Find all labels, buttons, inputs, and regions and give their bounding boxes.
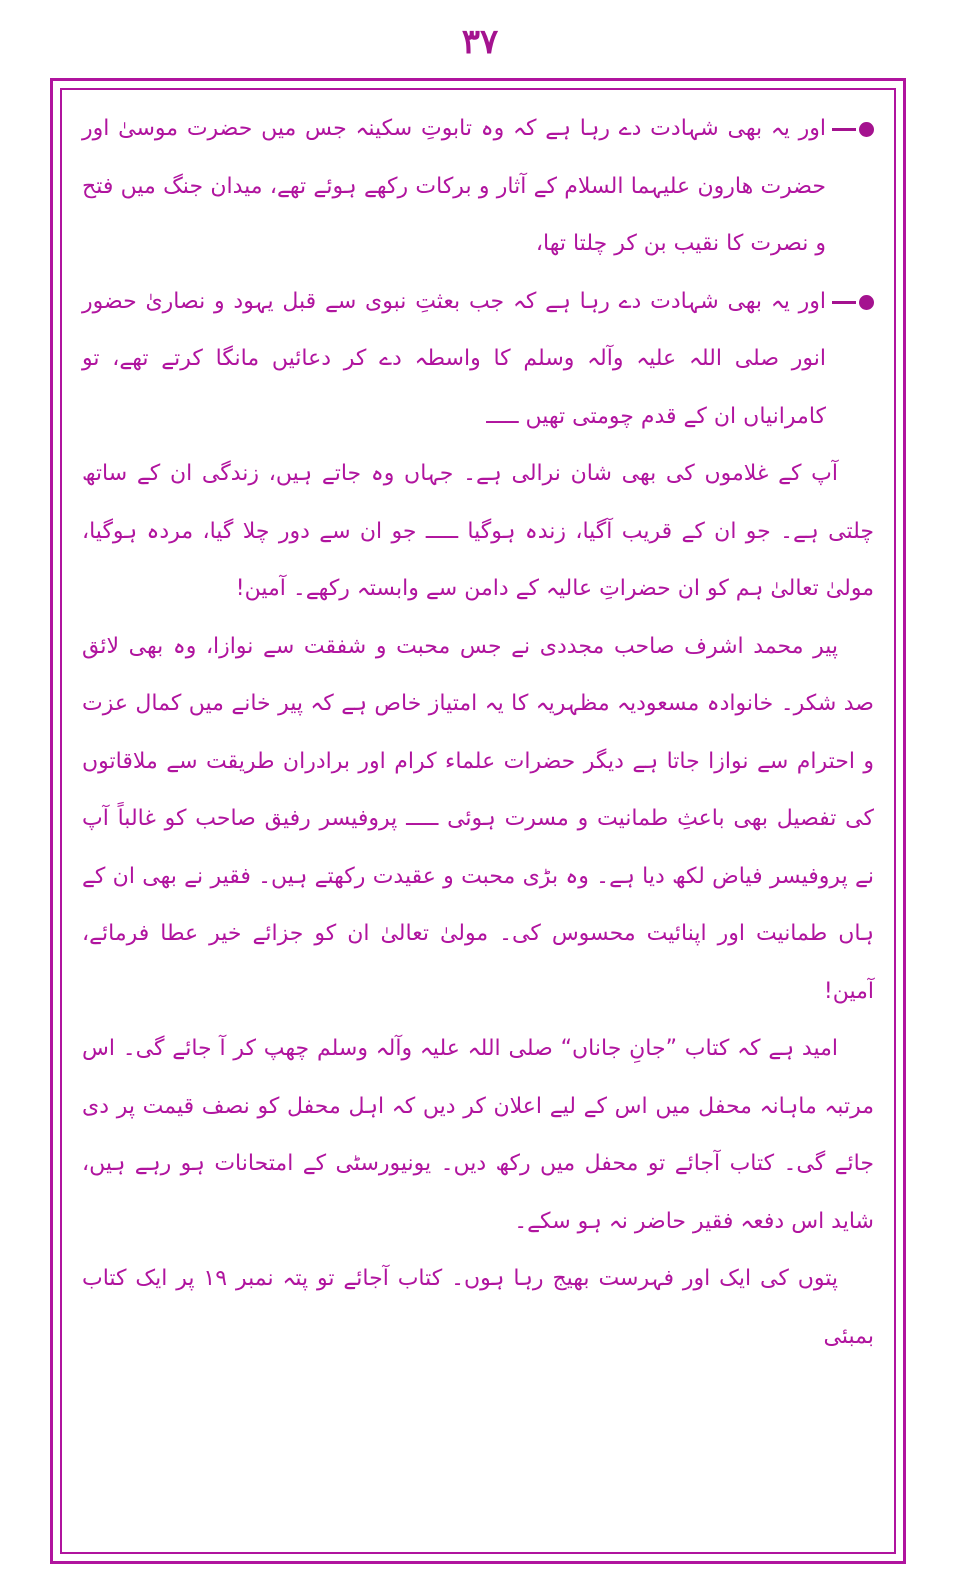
dash-icon [832,301,856,304]
bullet-icon [859,295,874,310]
dash-icon [832,128,856,131]
page-content [82,100,874,1540]
page-number: ۳۷ [461,22,499,62]
paragraph: پیر محمد اشرف صاحب مجددی نے جس محبت و شفقت سے نوازا، وہ بھی لائق صد شکر۔ خانوادہ مسعودیہ مظہریہ کا یہ امتیاز خاص ہے کہ پیر خانے میں کمال عزت و احترام سے نوازا جاتا ہے دیگر حضرات علماء کرام اور برادران طریقت سے ملاقاتوں کی تفصیل بھی باعثِ طمانیت و مسرت ہوئی ـــــ پروفیسر رفیق صاحب کو غالباً آپ نے پروفیسر فیاض لکھ دیا ہے۔ وہ بڑی محبت و عقیدت رکھتے ہیں۔ فقیر نے بھی ان کے ہاں طمانیت اور اپنائیت محسوس کی۔ مولیٰ تعالیٰ ان کو جزائے خیر عطا فرمائے، آمین! [82,633,874,1004]
bullet-paragraph [82,100,874,273]
paragraph: امید ہے کہ کتاب ”جانِ جاناں“ صلی اللہ علیہ وآلہ وسلم چھپ کر آ جائے گی۔ اس مرتبہ ماہانہ محفل میں اس کے لیے اعلان کر دیں کہ اہل محفل کو نصف قیمت پر دی جائے گی۔ کتاب آجائے تو محفل میں رکھ دیں۔ یونیورسٹی کے امتحانات ہو رہے ہیں، شاید اس دفعہ فقیر حاضر نہ ہو سکے۔ [82,1036,874,1234]
paragraph: آپ کے غلاموں کی بھی شان نرالی ہے۔ جہاں وہ جاتے ہیں، زندگی ان کے ساتھ چلتی ہے۔ جو ان کے قریب آگیا، زندہ ہوگیا ـــــ جو ان سے دور چلا گیا، مردہ ہوگیا، مولیٰ تعالیٰ ہم کو ان حضراتِ عالیہ کے دامن سے وابستہ رکھے۔ آمین! [82,461,874,601]
paragraph-text: اور یہ بھی شہادت دے رہا ہے کہ جب بعثتِ نبوی سے قبل یہود و نصاریٰ حضور انور صلی اللہ علیہ وآلہ وسلم کا واسطہ دے کر دعائیں مانگا کرتے تھے، تو کامرانیاں ان کے قدم چومتی تھیں ـــــ [82,288,826,429]
bullet-paragraph [82,273,874,446]
paragraph-text: اور یہ بھی شہادت دے رہا ہے کہ وہ تابوتِ سکینہ جس میں حضرت موسیٰ اور حضرت ھارون علیہما السلام کے آثار و برکات رکھے ہوئے تھے، میدان جنگ میں فتح و نصرت کا نقیب بن کر چلتا تھا، [82,116,826,256]
paragraph: پتوں کی ایک اور فہرست بھیج رہا ہوں۔ کتاب آجائے تو پتہ نمبر ۱۹ پر ایک کتاب بمبئی [82,1266,874,1349]
bullet-icon [859,122,874,137]
